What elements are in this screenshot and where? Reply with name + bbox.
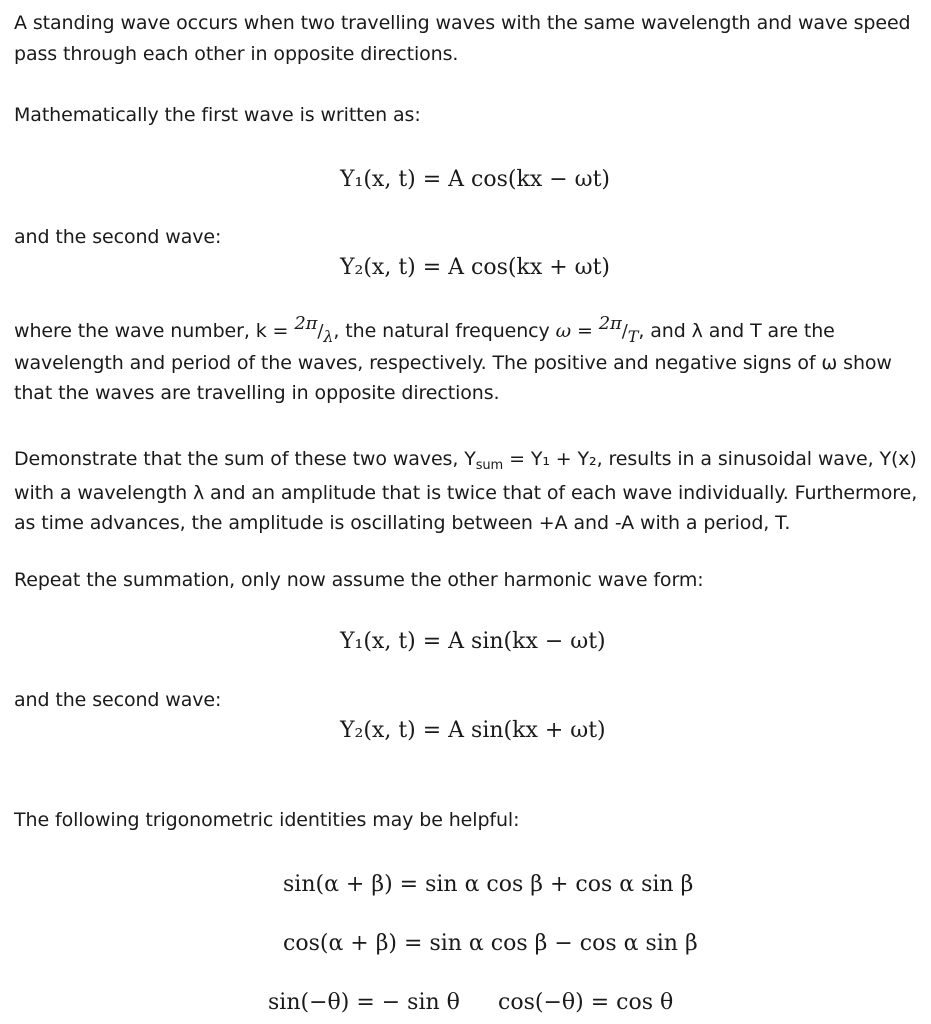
first-wave-label: Mathematically the first wave is written as: <box>14 104 421 126</box>
definitions-text-c: , and λ and T are the <box>638 320 835 342</box>
definitions-line-2: wavelength and period of the waves, respectively. The positive and negative signs of ω show <box>14 351 892 374</box>
intro-line-2: pass through each other in opposite directions. <box>14 42 459 65</box>
omega-denominator: T <box>627 327 639 346</box>
equation-cos-wave-2: Y₂(x, t) = A cos(kx + ωt) <box>340 255 611 280</box>
equation-sin-wave-1: Y₁(x, t) = A sin(kx − ωt) <box>340 629 606 654</box>
identities-label: The following trigonometric identities may be helpful: <box>14 809 520 831</box>
identity-sin-negative: sin(−θ) = − sin θ <box>268 990 460 1015</box>
omega-equals: ω = <box>555 320 599 342</box>
identity-sin-sum: sin(α + β) = sin α cos β + cos α sin β <box>283 872 694 897</box>
equation-sin-wave-2: Y₂(x, t) = A sin(kx + ωt) <box>340 718 606 743</box>
definitions-line-1 <box>14 313 919 348</box>
task-line-1: Demonstrate that the sum of these two waves, $Y_{sum} = Y_1 + Y_2$, results in a sinusoidal wave, Y(x) <box>14 448 917 473</box>
omega-numerator: 2π <box>598 313 622 334</box>
definitions-text-b: , the natural frequency <box>333 320 556 342</box>
identity-cos-sum: cos(α + β) = sin α cos β − cos α sin β <box>283 931 698 956</box>
identity-cos-negative: cos(−θ) = cos θ <box>498 990 674 1015</box>
second-wave-label-1: and the second wave: <box>14 226 222 248</box>
task-line-2: with a wavelength λ and an amplitude that is twice that of each wave individually. Furthermore, <box>14 481 918 504</box>
intro-line-1: A standing wave occurs when two travelling waves with the same wavelength and wave speed <box>14 12 911 34</box>
natural-frequency-fraction: $2\pi/_T$ <box>598 313 639 346</box>
k-numerator: 2π <box>294 313 318 334</box>
intro-paragraph <box>14 8 919 69</box>
task-paragraph <box>14 444 919 539</box>
repeat-label: Repeat the summation, only now assume the other harmonic wave form: <box>14 569 704 591</box>
wave-number-fraction: $2\pi/_\lambda$ <box>294 313 334 346</box>
definitions-line-3: that the waves are travelling in opposite directions. <box>14 382 500 404</box>
task-line-3: as time advances, the amplitude is oscillating between +A and -A with a period, T. <box>14 512 791 534</box>
equation-cos-wave-1: Y₁(x, t) = A cos(kx − ωt) <box>340 167 611 192</box>
second-wave-label-2: and the second wave: <box>14 689 222 711</box>
definitions-text-a: where the wave number, k = <box>14 320 295 342</box>
sum-subscript: sum <box>475 458 504 473</box>
k-denominator: λ <box>323 327 334 346</box>
definitions-paragraph <box>14 313 919 409</box>
